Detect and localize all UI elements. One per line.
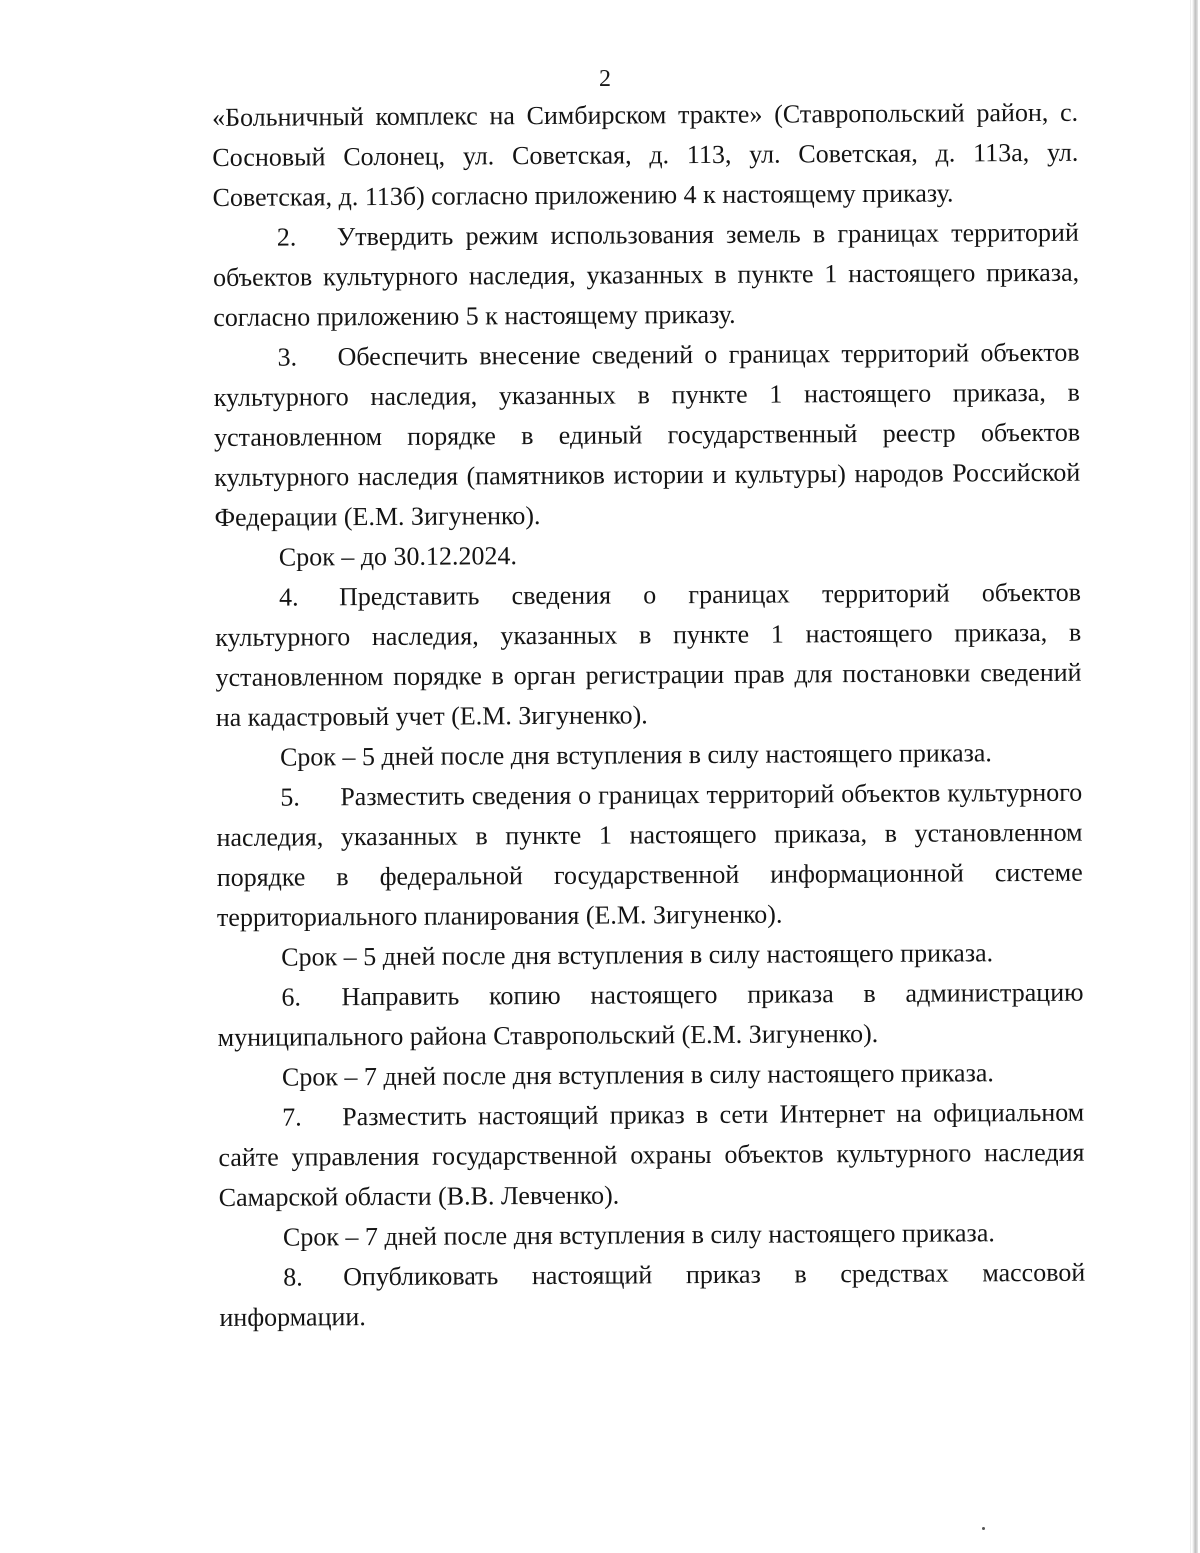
item-number: 3. [277,342,298,372]
paragraph-text: Опубликовать настоящий приказ в средствах массовой информации. [219,1257,1086,1332]
paragraph-item-8 [219,1253,1085,1338]
deadline-item-3 [215,533,1081,578]
paragraph-continuation [212,93,1079,218]
deadline-item-5 [217,933,1083,978]
paragraph-text: Направить копию настоящего приказа в администрацию муниципального района Ставропольский (Е.М. Зигуненко). [217,977,1084,1052]
paragraph-item-6 [217,973,1083,1058]
paragraph-text: Представить сведения о границах территорий объектов культурного наследия, указанных в пункте 1 настоящего приказа, в установленном порядке в орган регистрации прав для постановки сведений на кадастровый учет (Е.М. Зигуненко). [215,577,1082,732]
paragraph-item-7 [218,1093,1085,1218]
paragraph-text: «Больничный комплекс на Симбирском тракте» (Ставропольский район, с. Сосновый Солонец, ул. Советская, д. 113, ул. Советская, д. 113а, ул. Советская, д. 113б) согласно приложению 4 к настоящему приказу. [212,97,1079,212]
deadline-item-7 [219,1213,1085,1258]
paragraph-text: Утвердить режим использования земель в границах территорий объектов культурного наследия, указанных в пункте 1 настоящего приказа, согласно приложению 5 к настоящему приказу. [213,217,1080,332]
deadline-text: Срок – 7 дней после дня вступления в силу настоящего приказа. [281,1058,994,1092]
paragraph-text: Разместить сведения о границах территорий объектов культурного наследия, указанных в пункте 1 настоящего приказа, в установленном порядке в федеральной государственной информационной системе территориального планирования (Е.М. Зигуненко). [216,777,1083,932]
scan-edge-line [1190,0,1191,1553]
paragraph-text: Обеспечить внесение сведений о границах территорий объектов культурного наследия, указанных в пункте 1 настоящего приказа, в установленном порядке в единый государственный реестр объектов культурного наследия (памятников истории и культуры) народов Российской Федерации (Е.М. Зигуненко). [213,337,1081,532]
item-number: 2. [276,222,297,252]
item-number: 6. [281,982,302,1012]
page-number: 2 [599,66,611,92]
deadline-item-4 [216,733,1082,778]
deadline-text: Срок – 5 дней после дня вступления в силу настоящего приказа. [279,738,992,772]
item-number: 8. [283,1262,303,1292]
paragraph-item-5 [216,773,1083,938]
paragraph-item-2 [213,213,1080,338]
deadline-text: Срок – до 30.12.2024. [278,541,518,572]
paragraph-item-3 [213,333,1080,538]
paragraph-item-4 [215,573,1082,738]
deadline-item-6 [218,1053,1084,1098]
item-number: 5. [280,782,300,812]
deadline-text: Срок – 7 дней после дня вступления в силу настоящего приказа. [282,1218,995,1252]
item-number: 4. [278,582,299,612]
order-body-text [212,93,1086,1338]
paragraph-text: Разместить настоящий приказ в сети Интернет на официальном сайте управления государственной охраны объектов культурного наследия Самарской области (В.В. Левченко). [218,1097,1085,1212]
item-number: 7. [282,1102,302,1132]
scan-speck [982,1527,985,1530]
deadline-text: Срок – 5 дней после дня вступления в силу настоящего приказа. [281,938,994,972]
scan-edge-shadow [1192,0,1198,1553]
